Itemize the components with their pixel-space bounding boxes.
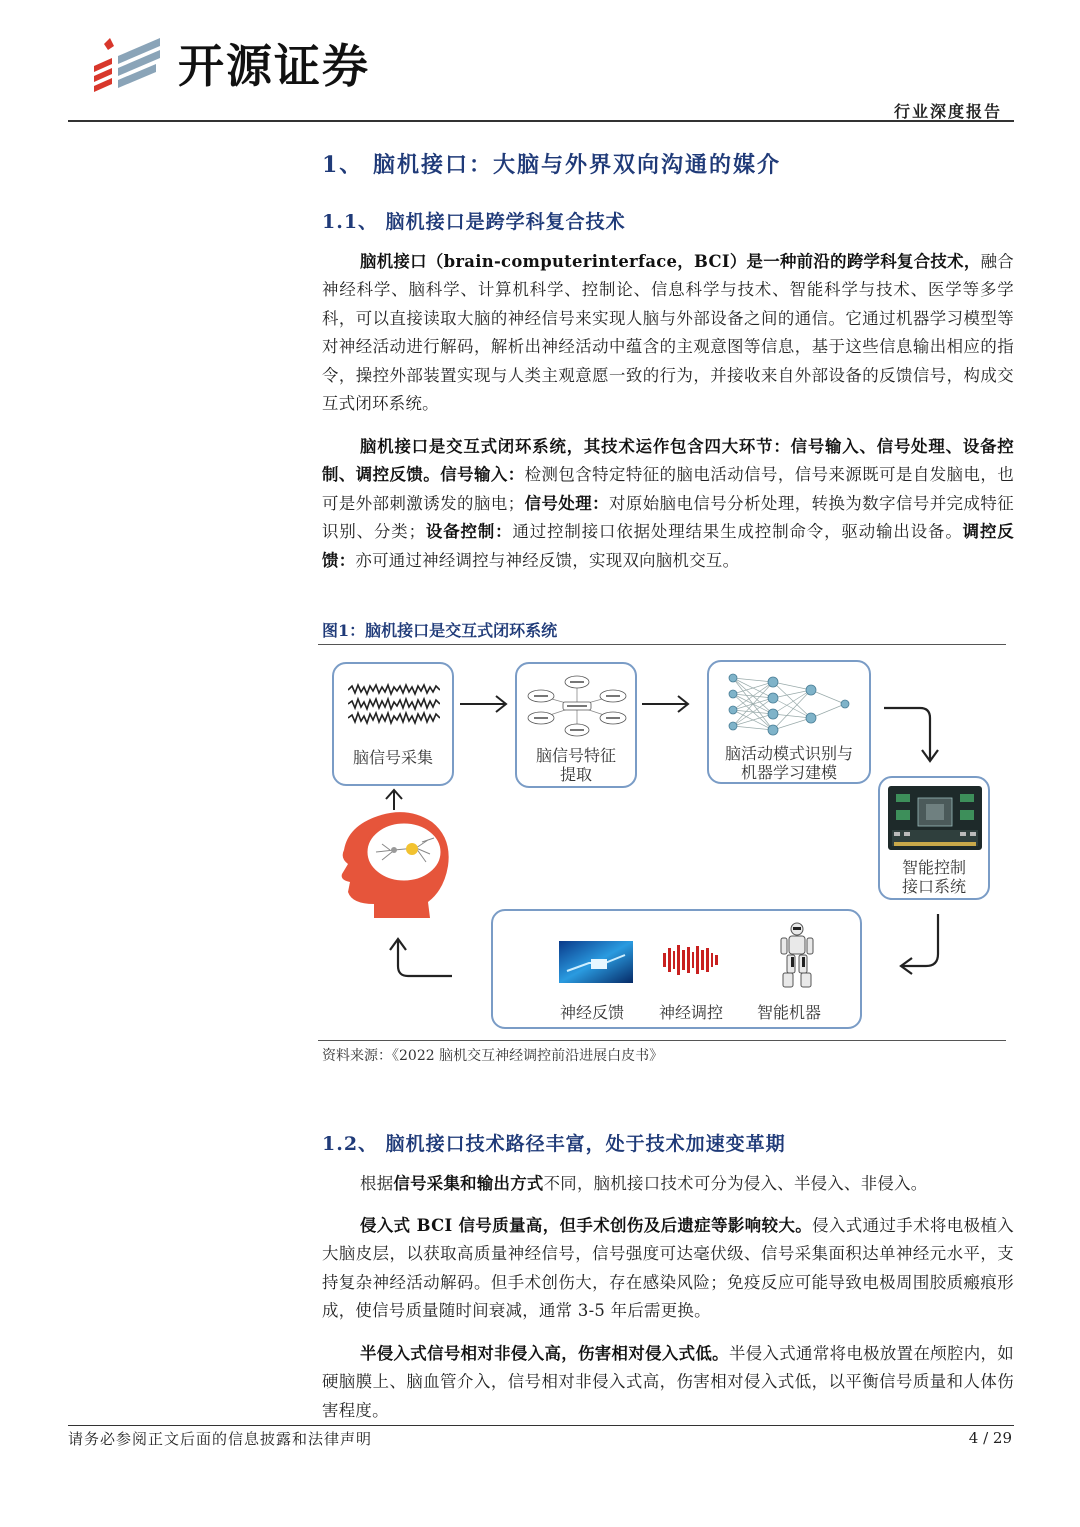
figure-top-rule	[318, 644, 1006, 645]
feedback-screen-icon	[559, 941, 633, 983]
section-1-title: 1、 脑机接口：大脑与外界双向沟通的媒介	[322, 152, 781, 178]
box-feature-extraction	[515, 662, 637, 788]
box-pattern-recognition	[707, 660, 871, 784]
device-control-text: 通过控制接口依据处理结果生成控制命令，驱动输出设备。	[512, 522, 963, 542]
robot-icon	[773, 921, 817, 991]
brain-head-icon	[334, 808, 454, 920]
semi-invasive-lead: 半侵入式信号相对非侵入高，伤害相对侵入式低。	[360, 1344, 729, 1363]
box-feedback-devices	[491, 909, 862, 1029]
paragraph-semi-invasive	[322, 1340, 1014, 1425]
box-label-control-2: 接口系统	[901, 877, 966, 896]
signal-processing-text: 对原始脑电信号分析处理，转换为数字信号并完成特征识别、分类；	[322, 493, 1015, 542]
feature-network-icon	[523, 672, 631, 740]
footer-divider	[68, 1425, 1014, 1426]
signal-input-label: 信号输入：	[440, 465, 525, 485]
brand-name: 开源证券	[178, 39, 370, 93]
semi-invasive-body: 半侵入式通常将电极放置在颅腔内，如硬脑膜上、脑血管介入，信号相对非侵入式高，伤害相对侵入式低，以平衡信号质量和人体伤害程度。	[322, 1344, 1014, 1420]
paragraph-classification	[322, 1170, 1014, 1198]
feedback-item-neurofeedback: 神经反馈	[560, 1003, 625, 1022]
feedback-item-smart-machine: 智能机器	[757, 1003, 822, 1022]
neural-net-icon	[723, 668, 859, 740]
figure-1-title: 图1：脑机接口是交互式闭环系统	[322, 621, 558, 640]
paragraph-closed-loop	[322, 433, 1014, 575]
box-label-acquisition: 脑信号采集	[352, 748, 433, 767]
arrow-bend-left-icon	[896, 912, 946, 976]
feedback-item-neuromodulation: 神经调控	[659, 1003, 724, 1022]
logo-mark-icon	[90, 36, 162, 96]
feedback-text: 亦可通过神经调控与神经反馈，实现双向脑机交互。	[355, 550, 740, 570]
box-label-recognition-1: 脑活动模式识别与	[724, 744, 853, 763]
box-label-feature-2: 提取	[559, 765, 592, 784]
classification-bold: 信号采集和输出方式	[393, 1174, 544, 1193]
bci-definition-lead: 脑机接口（brain-computerinterface，BCI）是一种前沿的跨学科复合技术，	[360, 252, 981, 271]
signal-processing-label: 信号处理：	[524, 493, 610, 513]
box-label-control-1: 智能控制	[901, 858, 966, 877]
box-signal-acquisition	[332, 662, 454, 786]
footer-disclaimer: 请务必参阅正文后面的信息披露和法律声明	[68, 1430, 373, 1448]
arrow-right-icon	[458, 692, 510, 716]
eeg-wave-icon	[348, 682, 440, 726]
figure-bottom-rule	[318, 1040, 1006, 1041]
section-1-1-title: 1.1、 脑机接口是跨学科复合技术	[322, 211, 626, 233]
arrow-up-icon	[382, 788, 406, 812]
neuromodulation-signal-icon	[663, 945, 721, 975]
box-control-interface	[878, 776, 990, 900]
signal-input-text: 检测包含特定特征的脑电活动信号，信号来源既可是自发脑电，也可是外部刺激诱发的脑电；	[322, 465, 1015, 513]
classification-text-a: 根据	[360, 1174, 394, 1193]
box-label-recognition-2: 机器学习建模	[740, 763, 837, 782]
classification-text-b: 不同，脑机接口技术可分为侵入、半侵入、非侵入。	[543, 1174, 928, 1193]
bci-definition-body: 融合神经科学、脑科学、计算机科学、控制论、信息科学与技术、智能科学与技术、医学等多学科，可以直接读取大脑的神经信号来实现人脑与外部设备之间的通信。它通过机器学习模型等对神经活动进行解码，解析出神经活动中蕴含的主观意图等信息，基于这些信息输出相应的指令，操控外部装置实现与人类主观意愿一致的行为，并接收来自外部设备的反馈信号，构成交互式闭环系统。	[322, 252, 1014, 414]
device-control-label: 设备控制：	[425, 522, 513, 542]
section-1-2-title: 1.2、 脑机接口技术路径丰富，处于技术加速变革期	[322, 1133, 786, 1155]
feedback-label: 调控反馈：	[322, 522, 1014, 570]
box-label-feature-1: 脑信号特征	[535, 746, 616, 765]
invasive-lead: 侵入式 BCI 信号质量高，但手术创伤及后遗症等影响较大。	[360, 1216, 813, 1235]
page-number: 4 / 29	[968, 1429, 1012, 1447]
paragraph-invasive	[322, 1212, 1014, 1326]
chip-board-icon	[888, 786, 982, 850]
arrow-bend-down-icon	[882, 704, 942, 766]
arrow-bend-up-icon	[388, 936, 454, 982]
paragraph-bci-definition	[322, 248, 1014, 418]
closed-loop-lead: 脑机接口是交互式闭环系统，其技术运作包含四大环节：信号输入、信号处理、设备控制、调控反馈。	[322, 437, 1014, 485]
figure-source: 资料来源：《2022 脑机交互神经调控前沿进展白皮书》	[322, 1048, 664, 1064]
report-type: 行业深度报告	[893, 102, 1002, 121]
invasive-body: 侵入式通过手术将电极植入大脑皮层，以获取高质量神经信号，信号强度可达毫伏级、信号采集面积达单神经元水平，支持复杂神经活动解码。但手术创伤大，存在感染风险；免疫反应可能导致电极周围胶质瘢痕形成，使信号质量随时间衰减，通常 3-5 年后需更换。	[322, 1216, 1015, 1321]
arrow-right-icon	[640, 692, 692, 716]
header-divider	[68, 120, 1014, 122]
